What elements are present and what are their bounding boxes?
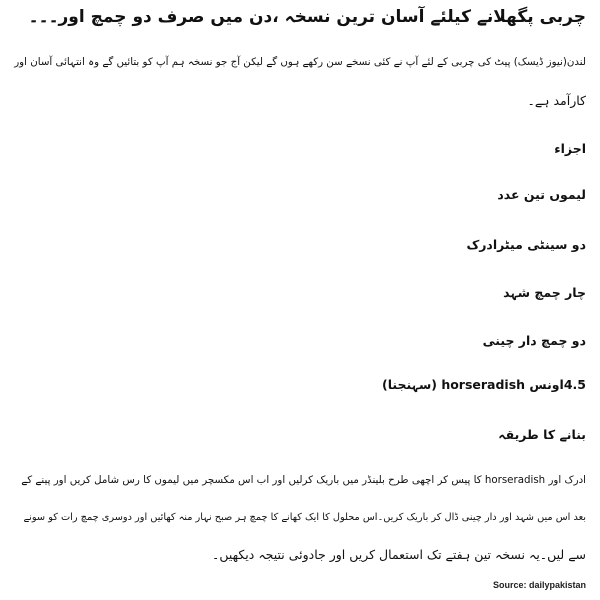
ingredient-item-3: چار چمچ شہد — [503, 285, 586, 300]
ingredients-heading: اجزاء — [554, 141, 586, 156]
article — [14, 0, 586, 600]
ingredient-item-2: دو سینٹی میٹرادرک — [466, 237, 586, 252]
intro-line-1: لندن(نیوز ڈیسک) پیٹ کی چربی کے لئے آپ نے کئی نسخے سن رکھے ہوں گے لیکن آج جو نسخہ ہم آپ کو بتائیں گے وہ انتہائی آسان اور — [14, 56, 586, 68]
ingredient-item-5: 4.5اونس horseradish (سہنجنا) — [382, 377, 586, 392]
method-line-2: بعد اس میں شہد اور دار چینی ڈال کر باریک کریں۔اس محلول کا ایک کھانے کا چمچ ہر صبح نہار منہ کھائیں اور دوسری چمچ رات کو سونے — [23, 512, 586, 523]
article-title: چربی پگھلانے کیلئے آسان ترین نسخہ ،دن میں صرف دو چمچ اور۔۔۔ — [28, 7, 586, 27]
source-credit: Source: dailypakistan — [492, 580, 586, 590]
method-line-3: سے لیں۔یہ نسخہ تین ہفتے تک استعمال کریں اور جادوئی نتیجہ دیکھیں۔ — [212, 547, 586, 562]
intro-line-2: کارآمد ہے۔ — [527, 93, 586, 108]
ingredient-item-4: دو چمچ دار چینی — [482, 333, 586, 348]
method-heading: بنانے کا طریقہ — [498, 427, 586, 442]
ingredient-item-1: لیموں تین عدد — [497, 187, 586, 202]
method-line-1: ادرک اور horseradish کا پیس کر اچھی طرح بلینڈر میں باریک کرلیں اور اب اس مکسچر میں لیموں کا رس شامل کریں اور پینے کے — [21, 474, 586, 486]
